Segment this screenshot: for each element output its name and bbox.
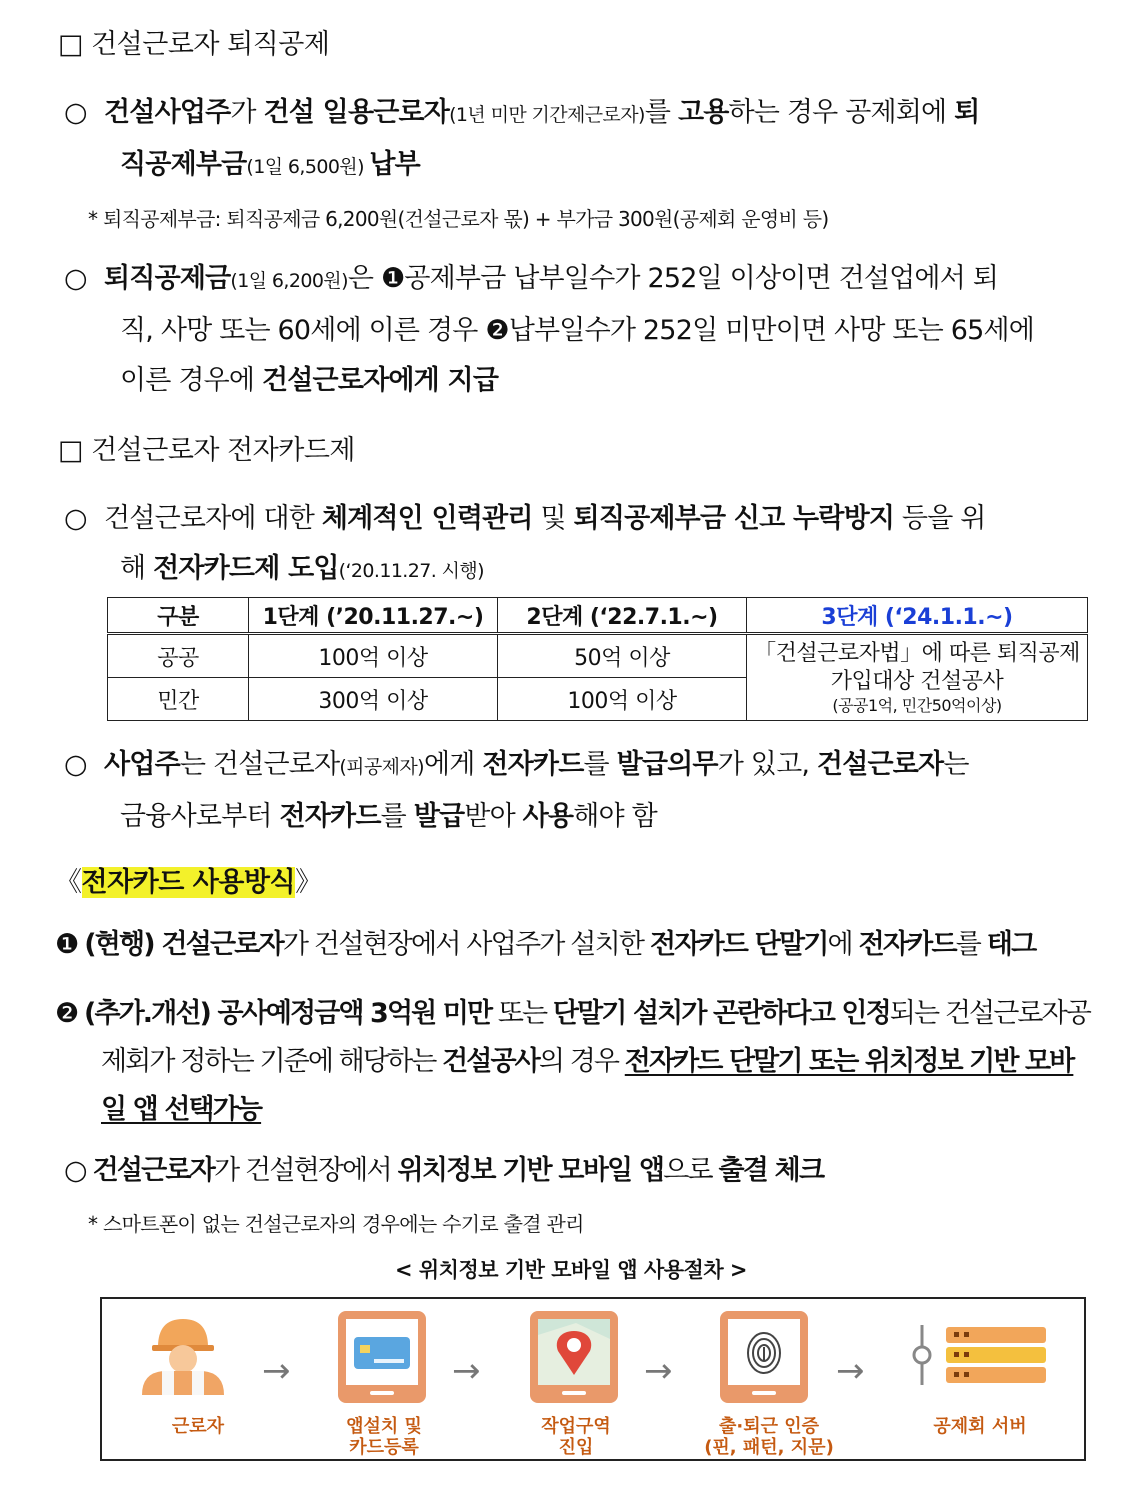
step-caption: 공제회 서버 — [933, 1416, 1027, 1437]
table-cell: 공공 — [108, 634, 249, 678]
phone-fingerprint-icon — [716, 1309, 812, 1405]
section-heading-ecard: □ 건설근로자 전자카드제 — [58, 435, 355, 466]
step-caption: 근로자 — [171, 1416, 225, 1437]
section-heading-retirement: □ 건설근로자 퇴직공제 — [58, 29, 330, 60]
phone-location-icon — [526, 1309, 622, 1405]
method-item-added: ❷ (추가.개선) 공사예정금액 3억원 미만 또는 단말기 설치가 곤란하다고 인정되는 건설근로자공 제회가 정하는 기준에 해당하는 건설공사의 경우 전자카드 단말기 또는 위치정보 기반 모바 일 앱 선택가능 — [55, 998, 1090, 1125]
table-row — [108, 634, 1088, 678]
table-cell: 100억 이상 — [249, 634, 498, 678]
step-caption: 작업구역 진입 — [541, 1416, 611, 1458]
bullet-retirement-contribution: ○ 건설사업주가 건설 일용근로자(1년 미만 기간제근로자)를 고용하는 경우 공제회에 퇴 직공제부금(1일 6,500원) 납부 — [64, 88, 1094, 192]
table-cell: 300억 이상 — [249, 678, 498, 721]
table-header: 3단계 (‘24.1.1.~) — [747, 598, 1088, 634]
flow-arrow-icon: → — [452, 1351, 481, 1391]
step-caption: 출·퇴근 인증 (핀, 패턴, 지문) — [704, 1416, 834, 1458]
flow-arrow-icon: → — [644, 1351, 673, 1391]
step-caption: 앱설치 및 카드등록 — [346, 1416, 422, 1458]
method-item-app-check: ○ 건설근로자가 건설현장에서 위치정보 기반 모바일 앱으로 출결 체크 — [64, 1155, 824, 1186]
server-icon — [910, 1319, 1050, 1391]
table-cell-merged: 「건설근로자법」에 따른 퇴직공제 가입대상 건설공사 (공공1억, 민간50억이상) — [747, 634, 1088, 721]
worker-icon — [138, 1313, 228, 1395]
footnote-contribution: * 퇴직공제부금: 퇴직공제금 6,200원(건설근로자 몫) + 부가금 300원(공제회 운영비 등) — [88, 207, 829, 231]
footnote-manual-attendance: * 스마트폰이 없는 건설근로자의 경우에는 수기로 출결 관리 — [88, 1212, 584, 1236]
table-header: 2단계 (‘22.7.1.~) — [498, 598, 747, 634]
flow-title: < 위치정보 기반 모바일 앱 사용절차 > — [394, 1258, 748, 1282]
bullet-marker: ○ — [64, 749, 87, 780]
flow-arrow-icon: → — [836, 1351, 865, 1391]
bullet-ecard-intro: ○ 건설근로자에 대한 체계적인 인력관리 및 퇴직공제부금 신고 누락방지 등을 위 해 전자카드제 도입(‘20.11.27. 시행) — [64, 494, 1094, 596]
bullet-ecard-obligation: ○ 사업주는 건설근로자(피공제자)에게 전자카드를 발급의무가 있고, 건설근로자는 금융사로부터 전자카드를 발급받아 사용해야 함 — [64, 740, 1094, 842]
table-cell: 100억 이상 — [498, 678, 747, 721]
rollout-table — [107, 597, 1088, 721]
flow-arrow-icon: → — [262, 1351, 291, 1391]
table-cell: 50억 이상 — [498, 634, 747, 678]
method-item-current: ❶ (현행) 건설근로자가 건설현장에서 사업주가 설치한 전자카드 단말기에 전자카드를 태그 — [55, 929, 1036, 960]
phone-card-icon — [334, 1309, 430, 1405]
bullet-marker: ○ — [64, 263, 87, 294]
usage-method-title: 《전자카드 사용방식》 — [55, 867, 322, 898]
bullet-retirement-benefit: ○ 퇴직공제금(1일 6,200원)은 ❶공제부금 납부일수가 252일 이상이면 건설업에서 퇴 직, 사망 또는 60세에 이른 경우 ❷납부일수가 252일 미만이면 사망 또는 65세에 이른 경우에 건설근로자에게 지급 — [64, 254, 1094, 406]
table-header: 구분 — [108, 598, 249, 634]
table-header-row — [108, 598, 1088, 634]
app-procedure-flow — [100, 1297, 1086, 1461]
bullet-marker: ○ — [64, 503, 87, 534]
table-cell: 민간 — [108, 678, 249, 721]
bullet-marker: ○ — [64, 97, 87, 128]
table-header: 1단계 (’20.11.27.~) — [249, 598, 498, 634]
